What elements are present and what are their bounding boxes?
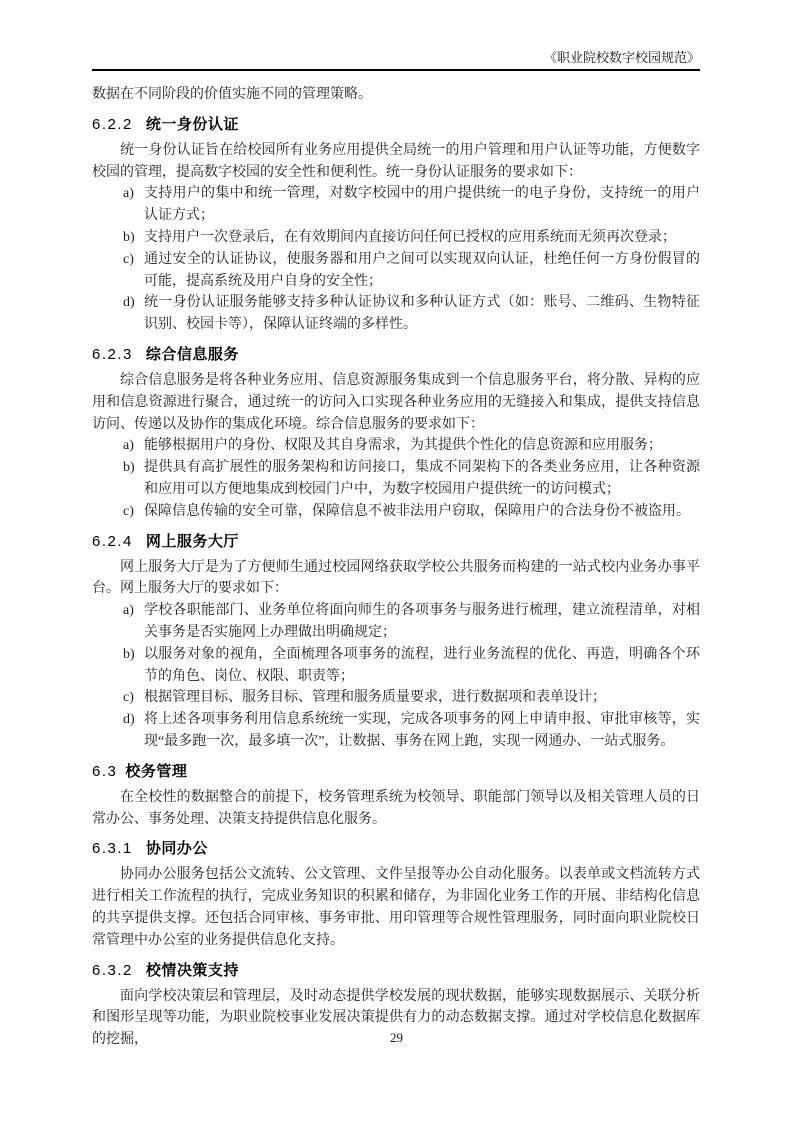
list-item-text: 统一身份认证服务能够支持多种认证协议和多种认证方式（如：账号、二维码、生物特征识别、校园卡等），保障认证终端的多样性。 <box>144 295 700 333</box>
paragraph: 面向学校决策层和管理层，及时动态提供学校发展的现状数据，能够实现数据展示、关联分析和图形呈现等功能，为职业院校事业发展决策提供有力的动态数据支撑。通过对学校信息化数据库的挖掘， <box>92 988 700 1048</box>
section-heading-6-2-4 <box>92 531 700 552</box>
section-heading-6-3-2 <box>92 960 700 981</box>
page-number: 29 <box>390 1030 403 1045</box>
list-item-marker: b) <box>123 646 135 662</box>
list-item-marker: d) <box>123 712 135 728</box>
list-item <box>92 457 700 501</box>
heading-number: 6.2.2 <box>92 115 133 133</box>
paragraph: 协同办公服务包括公文流转、公文管理、文件呈报等办公自动化服务。以表单或文档流转方式进行相关工作流程的执行，完成业务知识的积累和储存，为非固化业务工作的开展、非结构化信息的共享提供支撑。还包括合同审核、事务审批、用印管理等合规性管理服务，同时面向职业院校日常管理中办公室的业务提供信息化支持。 <box>92 867 700 948</box>
list-item-marker: a) <box>123 603 134 619</box>
list-item <box>92 600 700 644</box>
list-item-marker: c) <box>123 690 134 706</box>
paragraph: 网上服务大厅是为了方便师生通过校园网络获取学校公共服务而构建的一站式校内业务办事平台。网上服务大厅的要求如下： <box>92 559 700 597</box>
heading-number: 6.3.1 <box>92 840 133 858</box>
document-body <box>92 71 700 1051</box>
list-item-marker: b) <box>123 460 135 476</box>
section-heading-6-2-2 <box>92 114 700 135</box>
heading-title: 协同办公 <box>145 840 208 858</box>
list-item <box>92 249 700 293</box>
list-item <box>92 709 700 753</box>
list-item-text: 能够根据用户的身份、权限及其自身需求，为其提供个性化的信息资源和应用服务； <box>144 438 662 454</box>
paragraph-continuation: 数据在不同阶段的价值实施不同的管理策略。 <box>92 87 372 102</box>
list-item <box>92 183 700 227</box>
list-item <box>92 687 700 709</box>
list-item-text: 学校各职能部门、业务单位将面向师生的各项事务与服务进行梳理，建立流程清单，对相关事务是否实施网上办理做出明确规定； <box>144 603 700 640</box>
paragraph: 在全校性的数据整合的前提下，校务管理系统为校领导、职能部门领导以及相关管理人员的日常办公、事务处理、决策支持提供信息化服务。 <box>92 789 700 827</box>
paragraph: 统一身份认证旨在给校园所有业务应用提供全局统一的用户管理和用户认证等功能，方便数字校园的管理，提高数字校园的安全性和便利性。统一身份认证服务的要求如下： <box>92 142 700 180</box>
paragraph: 综合信息服务是将各种业务应用、信息资源服务集成到一个信息服务平台，将分散、异构的应用和信息资源进行聚合，通过统一的访问入口实现各种业务应用的无缝接入和集成，提供支持信息访问、传递以及协作的集成化环境。综合信息服务的要求如下： <box>92 372 700 432</box>
list-item-marker: d) <box>123 295 135 311</box>
heading-title: 网上服务大厅 <box>145 532 239 550</box>
list-item-text: 提供具有高扩展性的服务架构和访问接口，集成不同架构下的各类业务应用，让各种资源和应用可以方便地集成到校园门户中，为数字校园用户提供统一的访问模式； <box>144 460 700 497</box>
heading-number: 6.3.2 <box>92 961 133 979</box>
heading-title: 统一身份认证 <box>145 115 239 133</box>
list-item-marker: c) <box>123 503 134 519</box>
list-item <box>92 292 700 336</box>
list-item-marker: b) <box>123 229 135 245</box>
heading-title: 综合信息服务 <box>145 345 239 363</box>
section-heading-6-3 <box>92 761 700 782</box>
heading-title: 校情决策支持 <box>145 961 239 979</box>
list-item-text: 将上述各项事务利用信息系统统一实现，完成各项事务的网上申请申报、审批审核等，实现“最多跑一次，最多填一次”，让数据、事务在网上跑，实现一网通办、一站式服务。 <box>144 712 700 749</box>
list-item <box>92 644 700 688</box>
list-item-text: 通过安全的认证协议，使服务器和用户之间可以实现双向认证，杜绝任何一方身份假冒的可能，提高系统及用户自身的安全性； <box>144 251 700 289</box>
list-item-text: 支持用户的集中和统一管理，对数字校园中的用户提供统一的电子身份，支持统一的用户认证方式； <box>144 186 700 224</box>
list-item-marker: c) <box>123 251 134 267</box>
list-item-text: 支持用户一次登录后，在有效期间内直接访问任何已授权的应用系统而无须再次登录； <box>144 229 676 245</box>
heading-title: 校务管理 <box>125 762 188 780</box>
header-title: 《职业院校数字校园规范》 <box>543 50 700 65</box>
page-footer <box>0 1030 793 1046</box>
list-item-text: 以服务对象的视角，全面梳理各项事务的流程，进行业务流程的优化、再造，明确各个环节的角色、岗位、权限、职责等； <box>144 646 700 684</box>
page-header <box>92 0 700 71</box>
list-item-marker: a) <box>123 438 134 454</box>
list-item-marker: a) <box>123 186 134 202</box>
list-item <box>92 501 700 523</box>
heading-number: 6.3 <box>92 762 118 780</box>
list-item <box>92 435 700 457</box>
heading-number: 6.2.3 <box>92 345 133 363</box>
list-item-text: 根据管理目标、服务目标、管理和服务质量要求，进行数据项和表单设计； <box>144 690 606 706</box>
list-item-text: 保障信息传输的安全可靠，保障信息不被非法用户窃取，保障用户的合法身份不被盗用。 <box>144 503 690 519</box>
section-heading-6-3-1 <box>92 838 700 859</box>
heading-number: 6.2.4 <box>92 532 133 550</box>
section-heading-6-2-3 <box>92 344 700 365</box>
list-item <box>92 227 700 249</box>
